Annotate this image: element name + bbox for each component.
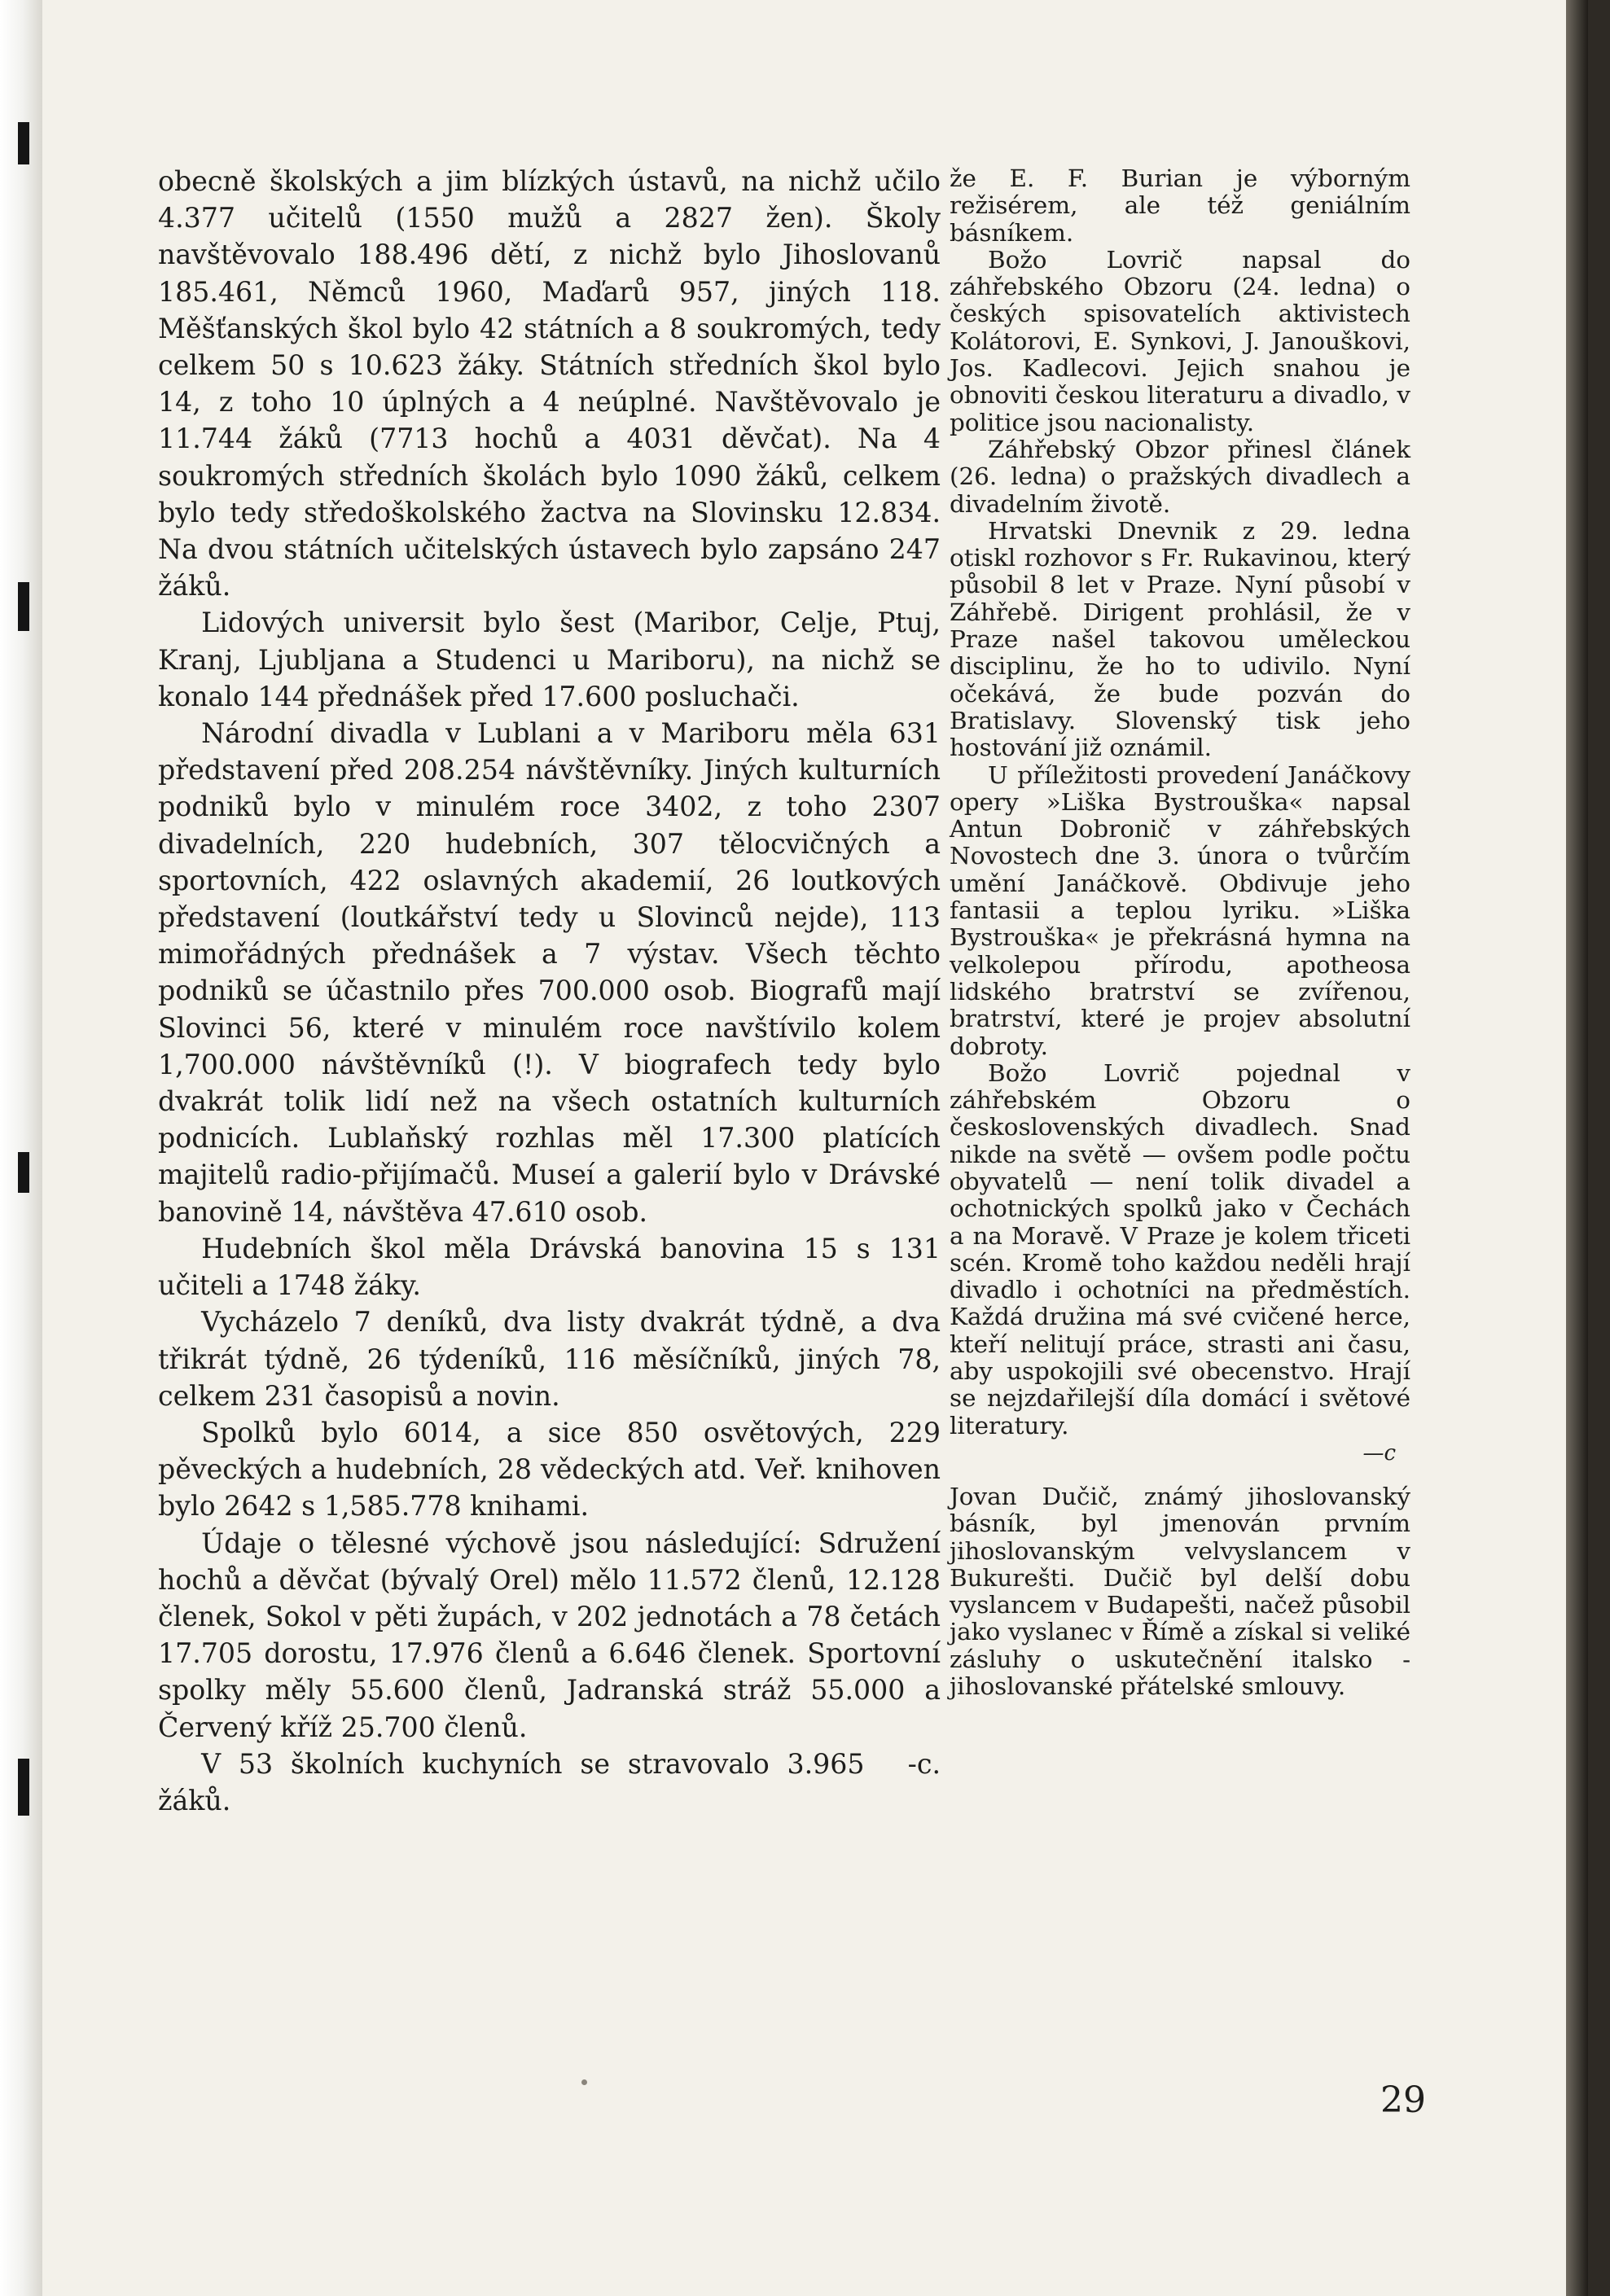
- page-number: 29: [1380, 2079, 1426, 2121]
- left-text-column: [158, 163, 941, 1819]
- paragraph: Lidových universit bylo šest (Maribor, Celje, Ptuj, Kranj, Ljubljana a Studenci u Mariboru), na nichž se konalo 144 přednášek před 17.600 posluchači.: [158, 607, 941, 712]
- paragraph: Údaje o tělesné výchově jsou následující: Sdružení hochů a děvčat (bývalý Orel) mělo 11.572 členů, 12.128 členek, Sokol v pěti župách, v 202 jednotách a 78 četách 17.705 dorostu, 17.976 členů a 6.646 členek. Sportovní spolky měly 55.600 členů, Jadranská stráž 55.000 a Červený kříž 25.700 členů.: [158, 1527, 941, 1743]
- paragraph: Božo Lovrič napsal do záhřebského Obzoru (24. ledna) o českých spisovatelích aktivistech Kolátorovi, E. Synkovi, J. Janouškovi, Jos. Kadlecovi. Jejich snahou je obnoviti českou literaturu a divadlo, v politice jsou nacionalisty.: [950, 245, 1410, 436]
- paragraph: Hudebních škol měla Drávská banovina 15 s 131 učiteli a 1748 žáky.: [158, 1232, 941, 1302]
- binding-edge: [0, 0, 42, 2296]
- paragraph: Národní divadla v Lublani a v Mariboru měla 631 představení před 208.254 návštěvníky. Jiných kulturních podniků bylo v minulém roce 3402, z toho 2307 divadelních, 220 hudebních, 307 tělocvičných a sportovních, 422 oslavných akademií, 26 loutkových představení (loutkářství tedy u Slovinců nejde), 113 mimořádných přednášek a 7 výstav. Všech těchto podniků se účastnilo přes 700.000 osob. Biografů mají Slovinci 56, které v minulém roce navštívilo kolem 1,700.000 návštěvníků (!). V biografech tedy bylo dvakrát tolik lidí než na všech ostatních kulturních podnicích. Lublaňský rozhlas měl 17.300 platících majitelů radio-přijímačů. Museí a galerií bylo v Drávské banovině 14, návštěva 47.610 osob.: [158, 717, 941, 1228]
- page-edge-shadow: [1566, 0, 1588, 2296]
- right-text-column: [950, 165, 1410, 1700]
- binding-mark: [18, 1152, 29, 1193]
- binding-mark: [18, 582, 29, 631]
- paragraph: obecně školských a jim blízkých ústavů, na nichž učilo 4.377 učitelů (1550 mužů a 2827 žen). Školy navštěvovalo 188.496 dětí, z nichž bylo Jihoslovanů 185.461, Němců 1960, Maďarů 957, jiných 118. Měšťanských škol bylo 42 státních a 8 soukromých, tedy celkem 50 s 10.623 žáky. Státních středních škol bylo 14, z toho 10 úplných a 4 neúplné. Navštěvovalo je 11.744 žáků (7713 hochů a 4031 děvčat). Na 4 soukromých středních školách bylo 1090 žáků, celkem bylo tedy středoškolského žactva na Slovinsku 12.834. Na dvou státních učitelských ústavech bylo zapsáno 247 žáků.: [158, 165, 941, 602]
- paragraph: Božo Lovrič pojednal v záhřebském Obzoru o československých divadlech. Snad nikde na světě — ovšem podle počtu obyvatelů — není tolik divadel a ochotnických spolků jako v Čechách a na Moravě. V Praze je kolem třiceti scén. Kromě toho každou neděli hrají divadlo i ochotníci na předměstích. Každá družina má své cvičené herce, kteří nelitují práce, strasti ani času, aby uspokojili své obecenstvo. Hrají se nejzdařilejší díla domácí i světové literatury.: [950, 1058, 1410, 1439]
- binding-mark: [18, 1759, 29, 1816]
- author-signature: -c.: [907, 1747, 941, 1780]
- paragraph: U příležitosti provedení Janáčkovy opery »Liška Bystrouška« napsal Antun Dobronič v záhřebských Novostech dne 3. února o tvůrčím umění Janáčkově. Obdivuje jeho fantasii a teplou lyriku. »Liška Bystrouška« je překrásná hymna na velkolepou přírodu, apotheosa lidského bratrství se zvířenou, bratrství, které je projev absolutní dobroty.: [950, 760, 1410, 1060]
- paragraph-with-signature: [158, 1746, 941, 1819]
- paragraph: Jovan Dučič, známý jihoslovanský básník, byl jmenován prvním jihoslovanským velvyslancem v Bukurešti. Dučič byl delší dobu vyslancem v Budapešti, načež působil jako vyslanec v Římě a získal si veliké zásluhy o uskutečnění italsko - jihoslovanské přátelské smlouvy.: [950, 1482, 1410, 1701]
- binding-mark: [18, 122, 29, 164]
- paragraph: že E. F. Burian je výborným režisérem, ale též geniálním básníkem.: [950, 164, 1410, 247]
- paragraph: Spolků bylo 6014, a sice 850 osvětových, 229 pěveckých a hudebních, 28 vědeckých atd. Veř. knihoven bylo 2642 s 1,585.778 knihami.: [158, 1416, 941, 1523]
- paragraph-text: V 53 školních kuchyních se stravovalo 3.965 žáků.: [158, 1747, 865, 1816]
- ink-speck: [581, 2079, 587, 2085]
- paragraph: Vycházelo 7 deníků, dva listy dvakrát týdně, a dva třikrát týdně, 26 týdeníků, 116 měsíčníků, jiných 78, celkem 231 časopisů a novin.: [158, 1306, 941, 1412]
- author-signature: —c: [1362, 1440, 1396, 1466]
- paragraph: Záhřebský Obzor přinesl článek (26. ledna) o pražských divadlech a divadelním životě.: [950, 435, 1410, 518]
- paragraph: Hrvatski Dnevnik z 29. ledna otiskl rozhovor s Fr. Rukavinou, který působil 8 let v Praze. Nyní působí v Záhřebě. Dirigent prohlásil, že v Praze našel takovou uměleckou disciplinu, že ho to udivilo. Nyní očekává, že bude pozván do Bratislavy. Slovenský tisk jeho hostování již oznámil.: [950, 516, 1410, 762]
